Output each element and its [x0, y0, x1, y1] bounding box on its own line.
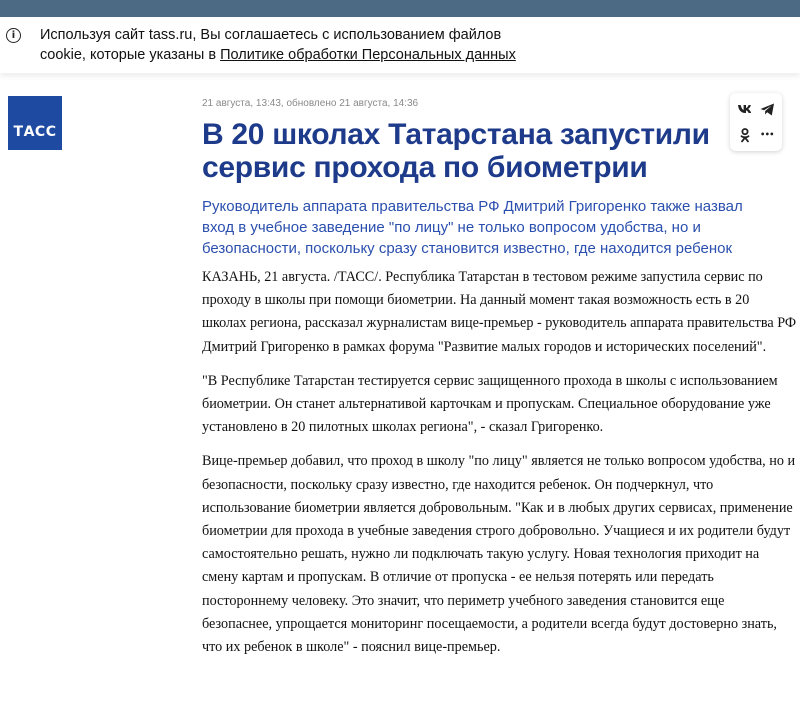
article-lead: Руководитель аппарата правительства РФ Дмитрий Григоренко также назвал вход в учебное заведение "по лицу" не только вопросом удобства, но и безопасности, поскольку сразу становится известно, где находится ребенок: [202, 198, 743, 257]
odnoklassniki-icon[interactable]: [734, 124, 756, 146]
telegram-icon[interactable]: [756, 98, 778, 120]
share-panel: [730, 93, 782, 151]
cookie-text-line2: cookie, которые указаны в: [40, 47, 221, 63]
more-icon[interactable]: •••: [760, 130, 774, 139]
cookie-banner: [0, 17, 800, 73]
article-paragraph: Вице-премьер добавил, что проход в школу "по лицу" является не только вопросом удобства, но и безопасности, поскольку сразу известно, где находится ребенок. Он подчеркнул, что использование биометрии является добровольным. "Как и в любых других сервисах, применение биометрии для прохода в учебные заведения строго добровольно. Учащиеся и их родители будут самостоятельно решать, нужно ли подключать такую услугу. Новая технология приходит на смену картам и пропускам. В отличие от пропуска - ее нельзя потерять или передать постороннему человеку. Это значит, что периметр учебного заведения становится еще безопаснее, упрощается мониторинг посещаемости, а родители всегда будут достоверно знать, что их ребенок в школе" - пояснил вице-премьер.: [202, 453, 796, 656]
article-paragraph: "В Республике Татарстан тестируется сервис защищенного прохода в школы с использованием биометрии. Он станет альтернативой карточкам и пропускам. Специальное оборудование уже установлено в 20 пилотных школах региона", - сказал Григоренко.: [202, 372, 778, 436]
browser-top-strip: [0, 0, 800, 17]
vk-icon[interactable]: [734, 98, 756, 120]
article-date: 21 августа, 13:43, обновлено 21 августа, 14:36: [202, 98, 419, 109]
info-icon: i: [6, 28, 21, 43]
cookie-text-line1: Используя сайт tass.ru, Вы соглашаетесь с использованием файлов: [40, 27, 502, 43]
article-body: [202, 266, 797, 670]
article-title: В 20 школах Татарстана запустили сервис прохода по биометрии: [202, 118, 710, 184]
privacy-policy-link[interactable]: Политике обработки Персональных данных: [220, 47, 516, 63]
article-paragraph: КАЗАНЬ, 21 августа. /ТАСС/. Республика Татарстан в тестовом режиме запустила сервис по проходу в школы при помощи биометрии. На данный момент такая возможность есть в 20 школах региона, рассказал журналистам вице-премьер - руководитель аппарата правительства РФ Дмитрий Григоренко в рамках форума "Развитие малых городов и исторических поселений".: [202, 269, 797, 355]
cookie-text: [40, 25, 600, 65]
logo-text: ТАСС: [13, 124, 57, 140]
tass-logo[interactable]: [8, 96, 62, 150]
